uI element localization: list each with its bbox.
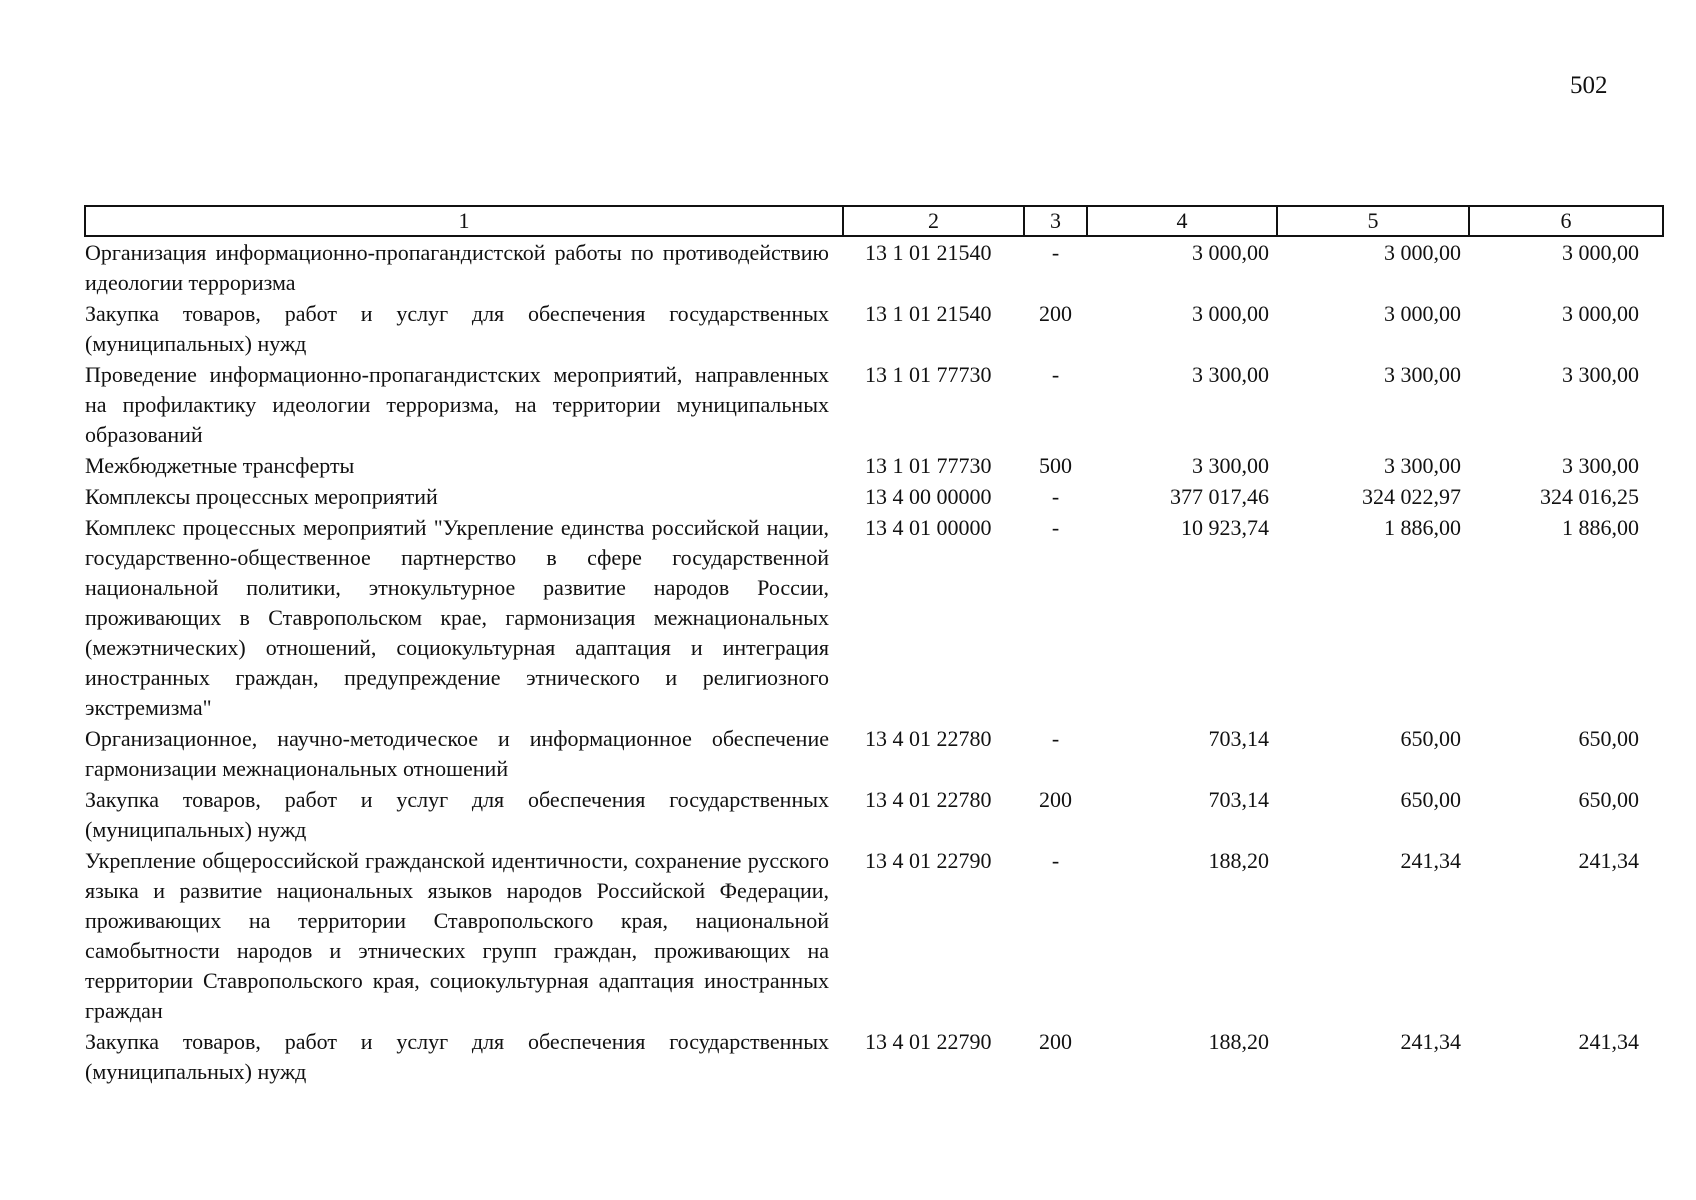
row-code: 13 1 01 21540	[865, 301, 992, 326]
row-value-2: 241,34	[1400, 848, 1461, 873]
row-code: 13 1 01 77730	[865, 453, 992, 478]
row-name: Межбюджетные трансферты	[85, 453, 355, 478]
row-expense-type: 500	[1039, 453, 1072, 478]
row-value-1: 703,14	[1208, 726, 1269, 751]
table-row	[85, 359, 1663, 450]
row-value-1: 10 923,74	[1181, 515, 1269, 540]
row-value-3: 3 000,00	[1562, 240, 1639, 265]
row-code: 13 1 01 77730	[865, 362, 992, 387]
row-value-2: 1 886,00	[1384, 515, 1461, 540]
row-expense-type: 200	[1039, 1029, 1072, 1054]
row-value-1: 703,14	[1208, 787, 1269, 812]
row-value-2: 3 300,00	[1384, 453, 1461, 478]
row-value-3: 3 300,00	[1562, 362, 1639, 387]
row-value-1: 3 300,00	[1192, 362, 1269, 387]
table-row	[85, 450, 1663, 481]
row-code: 13 4 01 22780	[865, 787, 992, 812]
row-code: 13 4 01 22790	[865, 848, 992, 873]
row-value-2: 241,34	[1400, 1029, 1461, 1054]
row-value-3: 3 300,00	[1562, 453, 1639, 478]
row-value-3: 241,34	[1578, 848, 1639, 873]
row-value-2: 3 000,00	[1384, 301, 1461, 326]
row-value-1: 3 300,00	[1192, 453, 1269, 478]
row-value-3: 1 886,00	[1562, 515, 1639, 540]
row-name: Закупка товаров, работ и услуг для обеспечения государственных (муниципальных) нужд	[85, 787, 829, 842]
table-row	[85, 1026, 1663, 1087]
row-expense-type: -	[1051, 515, 1060, 540]
row-name: Комплекс процессных мероприятий "Укрепление единства российской нации, государственно-общественное партнерство в сфере государственной национальной политики, этнокультурное развитие народов России, проживающих в Ставропольском крае, гармонизация межнациональных (межэтнических) отношений, социокультурная адаптация и интеграция иностранных граждан, предупреждение этнического и религиозного экстремизма"	[85, 515, 829, 720]
row-value-2: 3 000,00	[1384, 240, 1461, 265]
table-row	[85, 298, 1663, 359]
row-value-3: 650,00	[1578, 726, 1639, 751]
table-row	[85, 481, 1663, 512]
row-expense-type: -	[1051, 726, 1060, 751]
row-value-3: 324 016,25	[1540, 484, 1639, 509]
row-expense-type: -	[1051, 362, 1060, 387]
budget-table	[84, 205, 1664, 1087]
header-col-2: 2	[843, 206, 1024, 236]
row-value-1: 188,20	[1208, 848, 1269, 873]
header-col-4: 4	[1087, 206, 1277, 236]
table-row	[85, 512, 1663, 723]
row-code: 13 4 00 00000	[865, 484, 992, 509]
row-value-1: 188,20	[1208, 1029, 1269, 1054]
row-value-3: 3 000,00	[1562, 301, 1639, 326]
row-expense-type: -	[1051, 240, 1060, 265]
table-body	[85, 236, 1663, 1087]
table-header	[85, 206, 1663, 236]
row-value-2: 650,00	[1400, 726, 1461, 751]
table-row	[85, 723, 1663, 784]
row-expense-type: -	[1051, 848, 1060, 873]
table-row	[85, 784, 1663, 845]
row-name: Закупка товаров, работ и услуг для обеспечения государственных (муниципальных) нужд	[85, 301, 829, 356]
row-value-1: 3 000,00	[1192, 301, 1269, 326]
row-expense-type: 200	[1039, 787, 1072, 812]
row-name: Организация информационно-пропагандистской работы по противодействию идеологии терроризма	[85, 240, 829, 295]
row-value-3: 241,34	[1578, 1029, 1639, 1054]
row-code: 13 4 01 22780	[865, 726, 992, 751]
row-expense-type: -	[1051, 484, 1060, 509]
header-col-5: 5	[1277, 206, 1469, 236]
row-code: 13 4 01 00000	[865, 515, 992, 540]
row-value-2: 324 022,97	[1362, 484, 1461, 509]
row-value-1: 3 000,00	[1192, 240, 1269, 265]
row-code: 13 4 01 22790	[865, 1029, 992, 1054]
header-col-6: 6	[1469, 206, 1663, 236]
row-name: Закупка товаров, работ и услуг для обеспечения государственных (муниципальных) нужд	[85, 1029, 829, 1084]
page-number: 502	[1570, 72, 1608, 99]
row-value-2: 3 300,00	[1384, 362, 1461, 387]
row-name: Организационное, научно-методическое и информационное обеспечение гармонизации межнациональных отношений	[85, 726, 829, 781]
row-name: Укрепление общероссийской гражданской идентичности, сохранение русского языка и развитие национальных языков народов Российской Федерации, проживающих на территории Ставропольского края, национальной самобытности народов и этнических групп граждан, проживающих на территории Ставропольского края, социокультурная адаптация иностранных граждан	[85, 848, 829, 1023]
table-row	[85, 236, 1663, 298]
row-value-3: 650,00	[1578, 787, 1639, 812]
row-value-2: 650,00	[1400, 787, 1461, 812]
row-name: Комплексы процессных мероприятий	[85, 484, 438, 509]
row-name: Проведение информационно-пропагандистских мероприятий, направленных на профилактику идеологии терроризма, на территории муниципальных образований	[85, 362, 829, 447]
header-col-1: 1	[85, 206, 843, 236]
row-code: 13 1 01 21540	[865, 240, 992, 265]
header-col-3: 3	[1024, 206, 1087, 236]
row-value-1: 377 017,46	[1170, 484, 1269, 509]
table-row	[85, 845, 1663, 1026]
row-expense-type: 200	[1039, 301, 1072, 326]
